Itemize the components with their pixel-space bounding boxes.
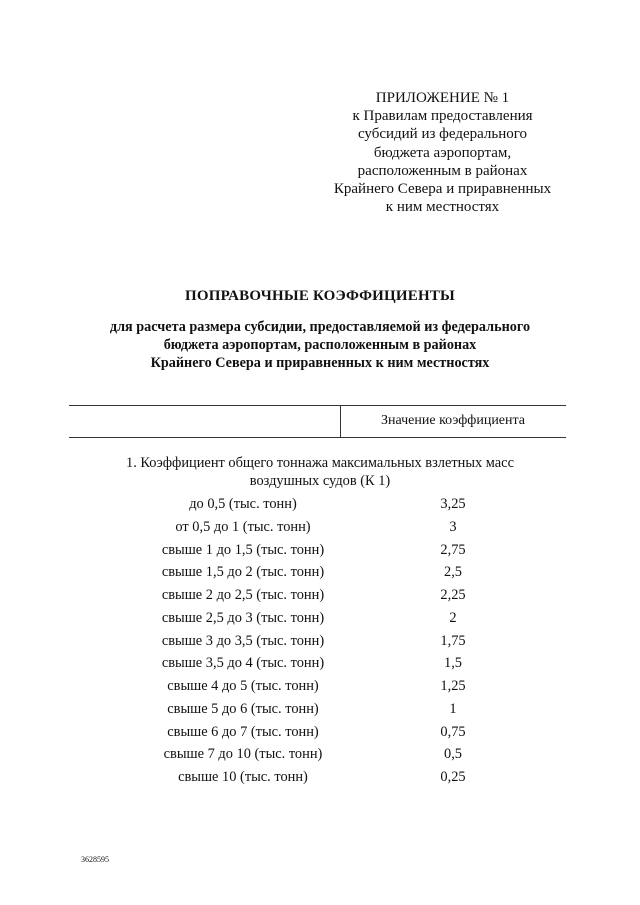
subtitle-line: Крайнего Севера и приравненных к ним местностях	[150, 355, 490, 371]
row-value: 0,25	[440, 769, 466, 785]
row-label: свыше 2,5 до 3 (тыс. тонн)	[161, 609, 325, 626]
document-number: 3628595	[81, 855, 109, 864]
row-label: свыше 3 до 3,5 (тыс. тонн)	[161, 632, 325, 649]
appendix-title: ПРИЛОЖЕНИЕ № 1	[375, 90, 510, 106]
table-row	[0, 564, 640, 587]
row-value: 1,75	[440, 632, 466, 649]
table-row	[0, 678, 640, 701]
appendix-line: расположенным в районах	[357, 162, 528, 179]
table-top-rule	[69, 405, 566, 406]
appendix-block	[330, 89, 555, 216]
section-heading	[80, 455, 560, 490]
table-row	[0, 519, 640, 542]
row-label: свыше 3,5 до 4 (тыс. тонн)	[161, 655, 325, 672]
row-label: свыше 6 до 7 (тыс. тонн)	[167, 723, 319, 740]
row-value: 0,75	[440, 723, 466, 740]
row-value: 3,25	[440, 496, 466, 512]
appendix-line: Крайнего Севера и приравненных	[333, 181, 552, 198]
table-row	[0, 633, 640, 656]
coefficient-table	[0, 496, 640, 792]
table-row	[0, 746, 640, 769]
row-value: 1,5	[444, 655, 462, 672]
table-row	[0, 496, 640, 519]
appendix-line: к ним местностях	[385, 199, 500, 216]
row-value: 2,75	[440, 541, 466, 558]
value-column-header: Значение коэффициента	[380, 413, 526, 428]
document-title: ПОПРАВОЧНЫЕ КОЭФФИЦИЕНТЫ	[185, 288, 455, 304]
row-value: 1	[449, 700, 457, 717]
table-row	[0, 701, 640, 724]
subtitle-line: бюджета аэропортам, расположенным в районах	[163, 337, 477, 353]
table-row	[0, 610, 640, 633]
table-row	[0, 587, 640, 610]
row-label: свыше 10 (тыс. тонн)	[178, 769, 308, 785]
row-label: свыше 2 до 2,5 (тыс. тонн)	[161, 587, 325, 603]
appendix-line: субсидий из федерального	[357, 126, 528, 143]
row-value: 1,25	[440, 678, 466, 694]
row-label: свыше 1,5 до 2 (тыс. тонн)	[161, 564, 325, 581]
row-value: 2,25	[440, 587, 466, 603]
document-subtitle	[0, 318, 640, 372]
table-row	[0, 724, 640, 747]
appendix-line: к Правилам предоставления	[352, 108, 533, 125]
row-label: свыше 7 до 10 (тыс. тонн)	[163, 746, 323, 763]
table-row	[0, 542, 640, 565]
row-label: до 0,5 (тыс. тонн)	[189, 496, 297, 512]
section-line: 1. Коэффициент общего тоннажа максимальных взлетных масс	[126, 455, 514, 471]
table-row	[0, 655, 640, 678]
section-line: воздушных судов (К 1)	[249, 472, 391, 489]
row-label: свыше 1 до 1,5 (тыс. тонн)	[161, 541, 325, 558]
row-label: свыше 5 до 6 (тыс. тонн)	[167, 700, 319, 717]
row-value: 2,5	[444, 564, 462, 581]
row-value: 2	[449, 609, 457, 626]
table-row	[0, 769, 640, 792]
row-value: 3	[449, 518, 457, 535]
row-value: 0,5	[444, 746, 462, 763]
table-header-rule	[69, 437, 566, 438]
row-label: от 0,5 до 1 (тыс. тонн)	[175, 518, 311, 535]
row-label: свыше 4 до 5 (тыс. тонн)	[167, 678, 319, 694]
subtitle-line: для расчета размера субсидии, предоставляемой из федерального	[109, 319, 531, 335]
appendix-line: бюджета аэропортам,	[373, 144, 512, 161]
